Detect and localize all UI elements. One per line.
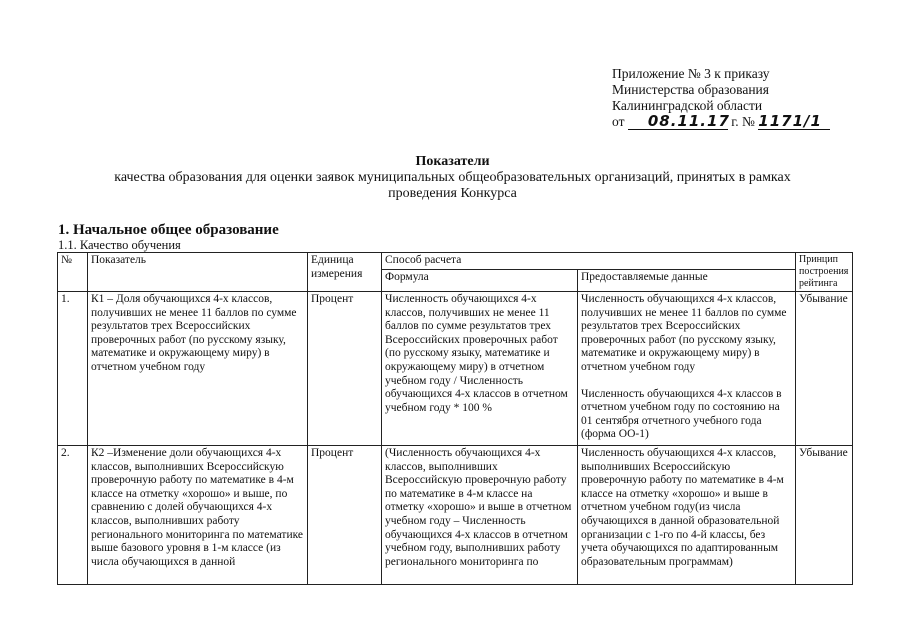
header-indicator: Показатель <box>88 253 308 292</box>
header-formula: Формула <box>382 269 578 291</box>
document-subtitle-line-2: проведения Конкурса <box>388 186 517 201</box>
indicators-table <box>57 252 853 585</box>
document-title: Показатели <box>415 154 490 169</box>
appendix-line-3: Калининградской области <box>612 98 763 113</box>
row-1-formula: Численность обучающихся 4-х классов, получивших не менее 11 баллов по сумме результатов трех Всероссийских проверочных работ (по русскому языку, математике и окружающему миру) в отчетном учебном году / Численность обучающихся 4-х классов в отчетном учебном году * 100 % <box>382 292 578 446</box>
header-principle: Принцип построения рейтинга <box>796 253 853 292</box>
handwritten-order-number: 1171/1 <box>758 114 830 130</box>
table-row <box>58 446 853 585</box>
header-method: Способ расчета <box>382 253 796 270</box>
handwritten-date: 08.11.17 <box>628 114 728 130</box>
row-2-num: 2. <box>58 446 88 585</box>
row-2-indicator-text: К2 –Изменение доли обучающихся 4-х классов, выполнивших Всероссийскую проверочную работу по математике в 4-м классе на отметку «хорошо» и выше, по сравнению с долей обучающихся 4-х классов, выполнивших работу регионального мониторинга по математике выше базового уровня в 1-м классе (из числа обучающихся в данной <box>91 447 303 568</box>
appendix-line-2: Министерства образования <box>612 82 769 97</box>
row-2-principle: Убывание <box>796 446 853 585</box>
year-suffix: г. № <box>731 114 755 129</box>
row-2-data <box>578 446 796 585</box>
row-2-unit: Процент <box>308 446 382 585</box>
appendix-header <box>612 66 830 130</box>
header-num: № <box>58 253 88 292</box>
row-1-data-part-1: Численность обучающихся 4-х классов, получивших не менее 11 баллов по сумме результатов трех Всероссийских проверочных работ (по русскому языку, математике и окружающему миру) в отчетном учебном году <box>581 293 787 373</box>
row-2-indicator <box>88 446 308 585</box>
appendix-line-1: Приложение № 3 к приказу <box>612 66 770 81</box>
row-2-formula <box>382 446 578 585</box>
row-2-formula-text: (Численность обучающихся 4-х классов, выполнивших Всероссийскую проверочную работу по математике в 4-м классе на отметку «хорошо» и выше в отчетном учебном году – Численность обучающихся 4-х классов в отчетном учебном году, выполнивших работу регионального мониторинга по <box>385 447 572 568</box>
table-header-row <box>58 253 853 270</box>
header-unit: Единица измерения <box>308 253 382 292</box>
row-2-data-text: Численность обучающихся 4-х классов, выполнивших Всероссийскую проверочную работу по математике в 4-м классе на отметку «хорошо» и выше в отчетном учебном году(из числа обучающихся в данной образовательной организации с 1-го по 4-й классы, без учета обучающихся по адаптированным образовательным программам) <box>581 447 784 568</box>
section-heading: 1. Начальное общее образование <box>58 222 279 238</box>
row-1-indicator: К1 – Доля обучающихся 4-х классов, получивших не менее 11 баллов по сумме результатов трех Всероссийских проверочных работ (по русскому языку, математике и окружающему миру) в отчетном учебном году <box>88 292 308 446</box>
row-1-principle: Убывание <box>796 292 853 446</box>
row-1-unit: Процент <box>308 292 382 446</box>
row-1-data <box>578 292 796 446</box>
row-1-num: 1. <box>58 292 88 446</box>
document-subtitle-line-1: качества образования для оценки заявок муниципальных общеобразовательных организаций, принятых в рамках <box>114 170 791 185</box>
header-data: Предоставляемые данные <box>578 269 796 291</box>
table-row <box>58 292 853 446</box>
subsection-heading: 1.1. Качество обучения <box>58 238 181 252</box>
from-prefix: от <box>612 114 625 129</box>
row-1-data-part-2: Численность обучающихся 4-х классов в отчетном учебном году по состоянию на 01 сентября отчетного учебного года (форма ОО-1) <box>581 387 782 441</box>
appendix-date-line <box>612 114 830 130</box>
